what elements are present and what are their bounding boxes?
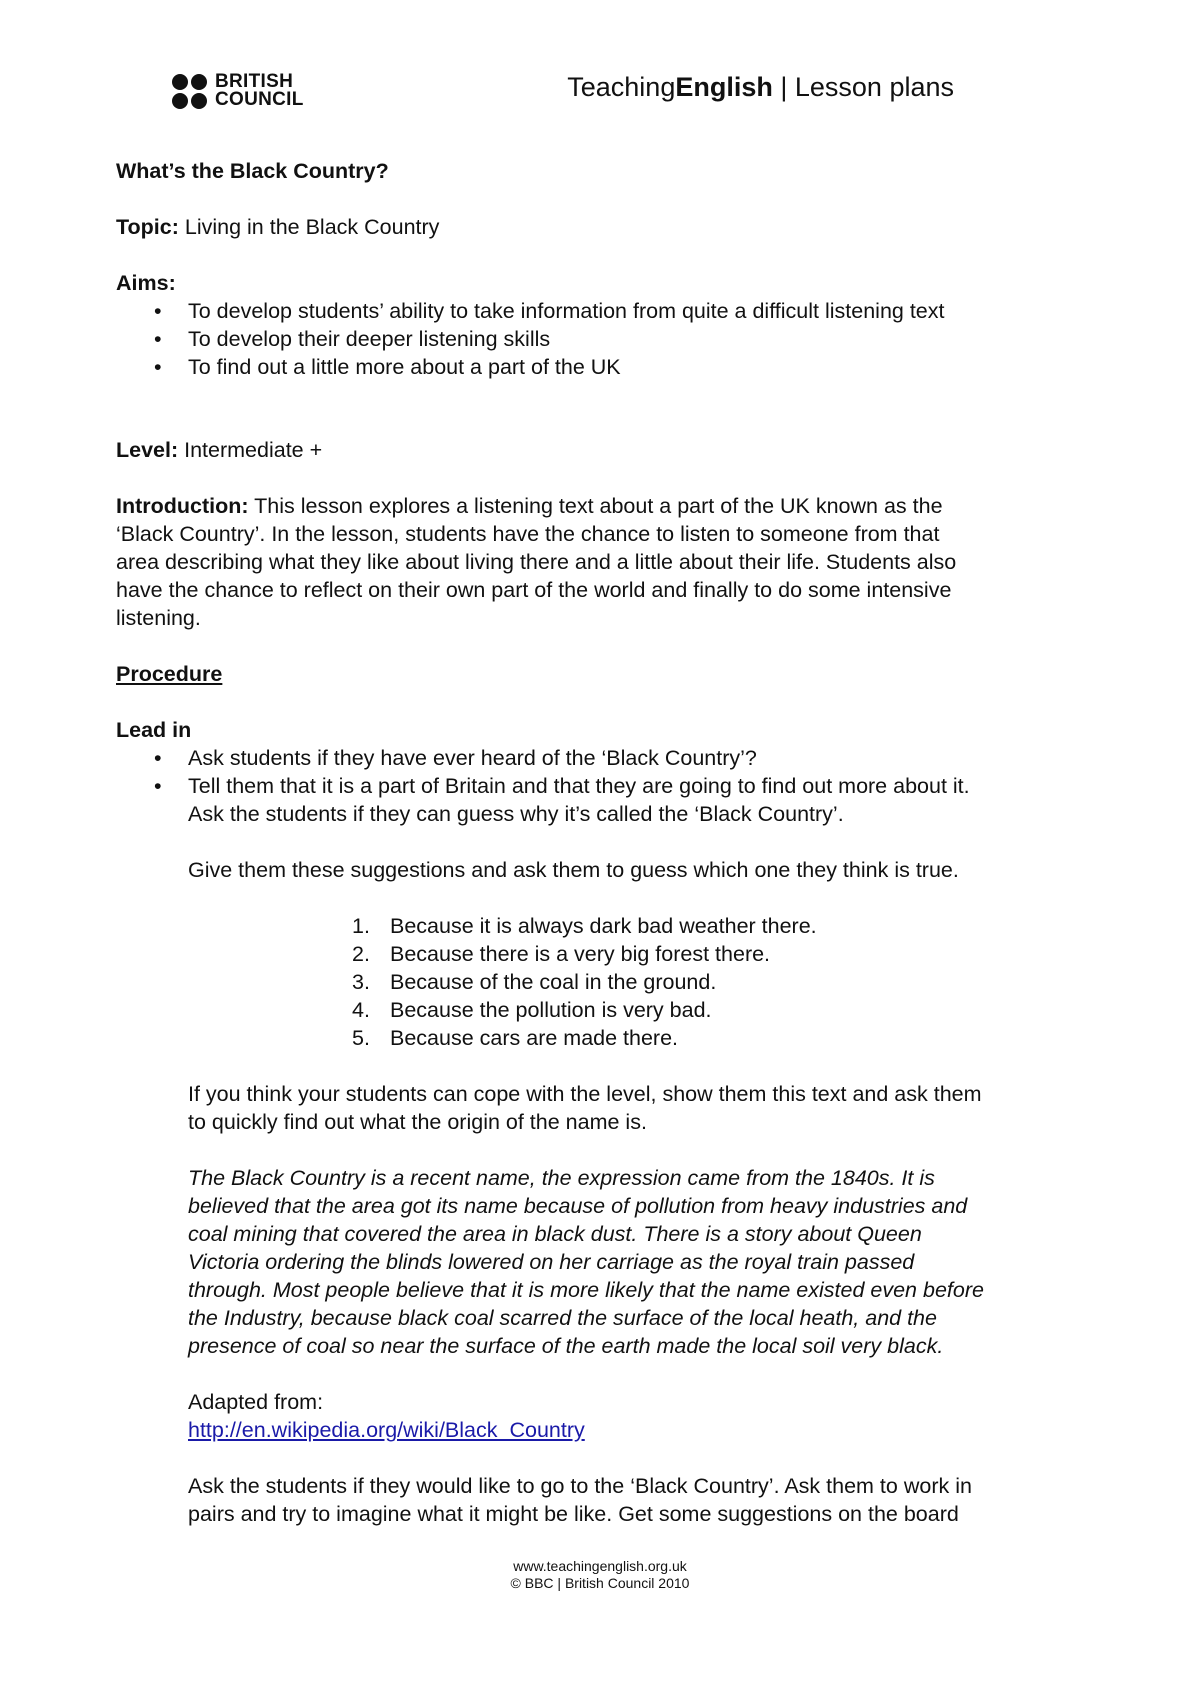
aims-label: Aims: [116,271,176,295]
item-text: Because cars are made there. [390,1026,679,1050]
logo-text [215,73,304,109]
brand-regular: Teaching [567,72,676,102]
header-brand-title [567,72,954,103]
document-body [116,157,1106,1528]
bullet-icon: • [154,327,162,351]
topic-label: Topic: [116,215,179,239]
aim-text: To develop students’ ability to take information from quite a difficult listening text [188,299,945,323]
intro-line-4: have the chance to reflect on their own part of the world and finally to do some intensive [116,578,952,602]
british-council-logo [172,68,304,114]
logo-line-2: COUNCIL [215,89,304,110]
quote-line-1: The Black Country is a recent name, the expression came from the 1840s. It is [188,1166,935,1190]
topic-line [116,213,1106,241]
final-line-1: Ask the students if they would like to go to the ‘Black Country’. Ask them to work in [188,1474,972,1498]
leadin-list [116,744,1106,800]
leadin-continuation: Ask the students if they can guess why it’s called the ‘Black Country’. [188,802,844,826]
footer-url: www.teachingenglish.org.uk [513,1558,687,1574]
quote-line-7: presence of coal so near the surface of the earth made the local soil very black. [188,1334,944,1358]
leadin-text: Tell them that it is a part of Britain and that they are going to find out more about it. [188,774,970,798]
source-link[interactable]: http://en.wikipedia.org/wiki/Black_Country [188,1418,585,1442]
bullet-icon: • [154,774,162,798]
level-line [116,436,1106,464]
intro-line-3: area describing what they like about living there and a little about their life. Students also [116,550,957,574]
brand-suffix: | Lesson plans [772,72,954,102]
quote-line-2: believed that the area got its name because of pollution from heavy industries and [188,1194,968,1218]
page-footer [0,1558,1200,1592]
intro-label: Introduction: [116,494,249,518]
list-item [116,325,1106,353]
adapted-label: Adapted from: [188,1390,324,1414]
logo-dots-icon [172,74,207,109]
aim-text: To develop their deeper listening skills [188,327,551,351]
suggestions-list [116,912,1106,1052]
intro-text: This lesson explores a listening text about a part of the UK known as the [248,494,943,518]
item-number: 3. [352,970,370,994]
logo-line-1: BRITISH [215,71,294,92]
intro-line-2: ‘Black Country’. In the lesson, students have the chance to listen to someone from that [116,522,940,546]
level-value: Intermediate + [178,438,323,462]
leadin-text: Ask students if they have ever heard of the ‘Black Country’? [188,746,757,770]
item-number: 2. [352,942,370,966]
list-item [116,297,1106,325]
brand-bold: English [675,72,773,102]
page-title: What’s the Black Country? [116,159,389,183]
bullet-icon: • [154,299,162,323]
list-item [116,744,1106,772]
list-item [116,772,1106,800]
final-line-2: pairs and try to imagine what it might be like. Get some suggestions on the board [188,1502,959,1526]
adapted-link-row [116,1416,1106,1444]
list-item [352,968,1106,996]
procedure-heading: Procedure [116,662,223,686]
item-number: 1. [352,914,370,938]
aim-text: To find out a little more about a part of the UK [188,355,621,379]
item-text: Because it is always dark bad weather there. [390,914,817,938]
cope-line-1: If you think your students can cope with the level, show them this text and ask them [188,1082,982,1106]
level-label: Level: [116,438,179,462]
cope-line-2: to quickly find out what the origin of the name is. [188,1110,647,1134]
item-text: Because there is a very big forest there. [390,942,771,966]
quoted-text [116,1164,1106,1360]
bullet-icon: • [154,746,162,770]
quote-line-4: Victoria ordering the blinds lowered on her carriage as the royal train passed [188,1250,915,1274]
quote-line-5: through. Most people believe that it is more likely that the name existed even before [188,1278,984,1302]
list-item [352,1024,1106,1052]
list-item [352,940,1106,968]
bullet-icon: • [154,355,162,379]
item-number: 5. [352,1026,370,1050]
intro-line-5: listening. [116,606,201,630]
footer-copyright: © BBC | British Council 2010 [510,1575,690,1591]
list-item [352,912,1106,940]
list-item [116,353,1106,381]
intro-line-1 [116,492,1106,520]
topic-value: Living in the Black Country [178,215,440,239]
item-number: 4. [352,998,370,1022]
item-text: Because the pollution is very bad. [390,998,712,1022]
suggestions-intro: Give them these suggestions and ask them to guess which one they think is true. [188,858,959,882]
leadin-heading: Lead in [116,718,192,742]
aims-list [116,297,1106,381]
item-text: Because of the coal in the ground. [390,970,717,994]
quote-line-6: the Industry, because black coal scarred the surface of the local heath, and the [188,1306,937,1330]
quote-line-3: coal mining that covered the area in black dust. There is a story about Queen [188,1222,922,1246]
list-item [352,996,1106,1024]
